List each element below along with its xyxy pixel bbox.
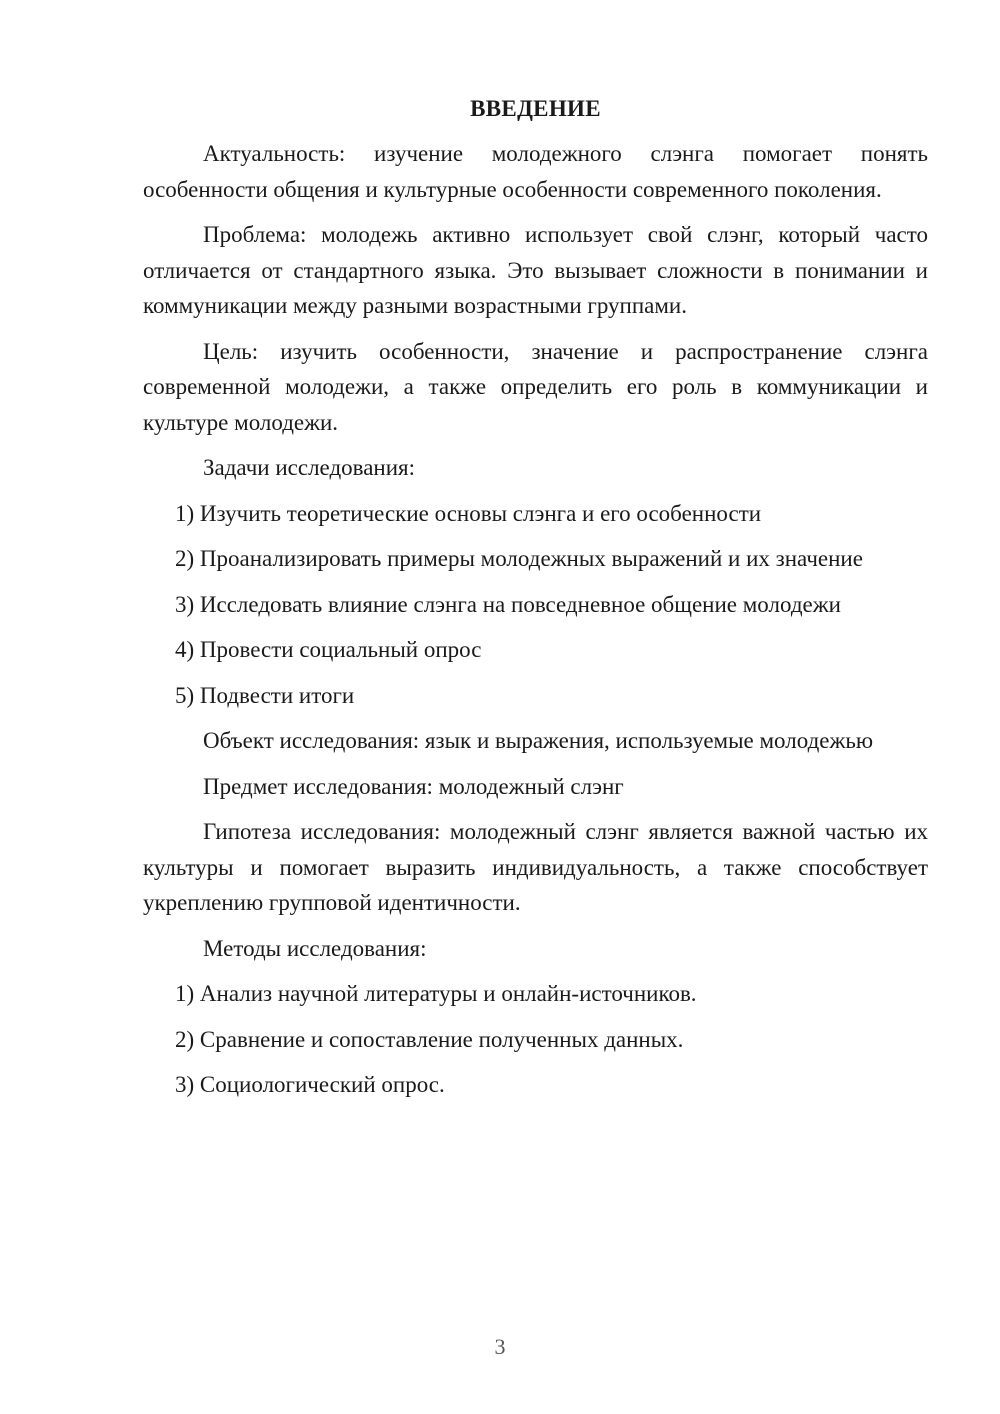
- list-item: 3) Исследовать влияние слэнга на повседневное общение молодежи: [175, 591, 841, 617]
- list-item: 5) Подвести итоги: [175, 682, 355, 708]
- list-item: 1) Изучить теоретические основы слэнга и его особенности: [175, 500, 762, 526]
- list-item: 2) Проанализировать примеры молодежных выражений и их значение: [175, 546, 863, 571]
- list-item: 2) Сравнение и сопоставление полученных данных.: [175, 1026, 684, 1052]
- relevance-paragraph: Актуальность: изучение молодежного слэнга помогает понять особенности общения и культурные особенности современного поколения.: [143, 141, 928, 202]
- page-title: ВВЕДЕНИЕ: [470, 96, 601, 121]
- list-item: 4) Провести социальный опрос: [175, 637, 482, 662]
- tasks-heading: Задачи исследования:: [203, 455, 416, 480]
- document-body: [143, 94, 928, 1113]
- page-number: 3: [494, 1334, 506, 1359]
- object-paragraph: Объект исследования: язык и выражения, используемые молодежью: [203, 728, 874, 753]
- hypothesis-paragraph: Гипотеза исследования: молодежный слэнг является важной частью их культуры и помогает выразить индивидуальность, а также способствует укреплению групповой идентичности.: [143, 819, 928, 915]
- goal-paragraph: Цель: изучить особенности, значение и распространение слэнга современной молодежи, а также определить его роль в коммуникации и культуре молодежи.: [143, 338, 928, 435]
- subject-paragraph: Предмет исследования: молодежный слэнг: [203, 773, 624, 799]
- list-item: 3) Социологический опрос.: [175, 1072, 445, 1097]
- methods-list: [143, 976, 928, 1103]
- methods-heading: Методы исследования:: [203, 935, 427, 961]
- tasks-list: [143, 496, 928, 714]
- list-item: 1) Анализ научной литературы и онлайн-источников.: [175, 981, 697, 1006]
- problem-paragraph: Проблема: молодежь активно использует свой слэнг, который часто отличается от стандартного языка. Это вызывает сложности в понимании и коммуникации между разными возрастными группами.: [143, 222, 928, 318]
